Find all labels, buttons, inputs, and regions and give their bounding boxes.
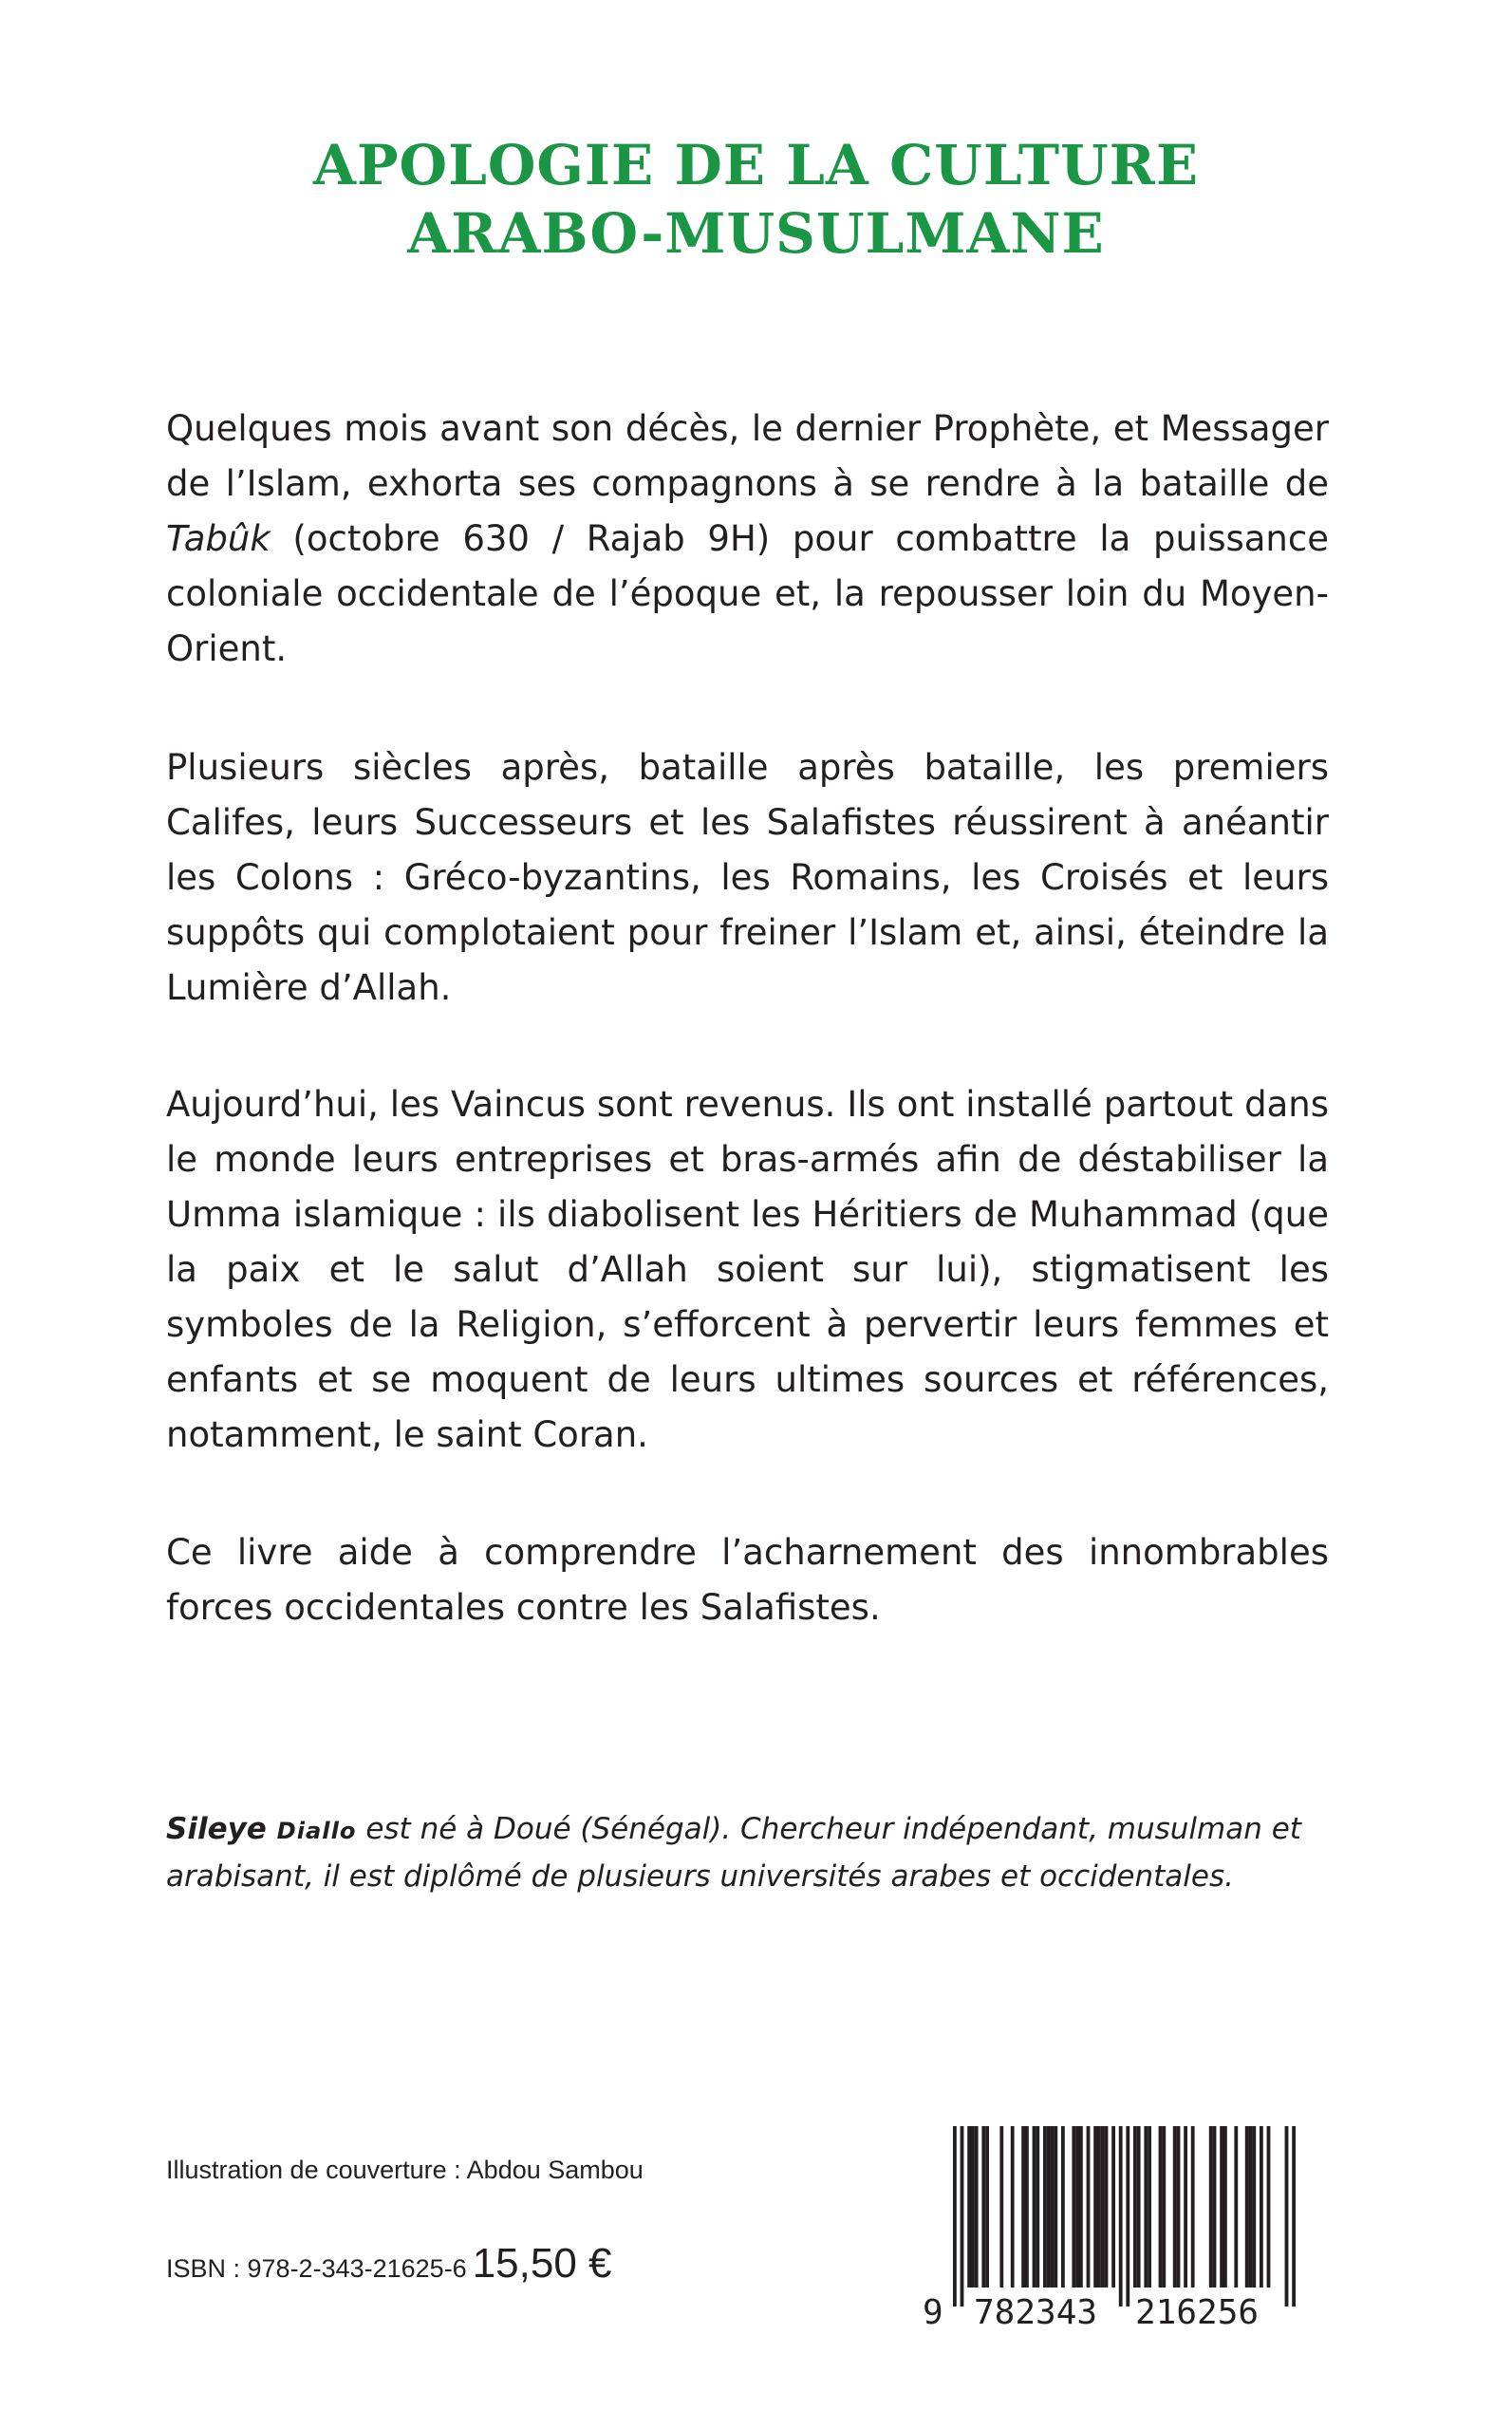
barcode-first-digit: 9 [923, 2293, 943, 2332]
barcode-bar [1097, 2126, 1101, 2288]
title-line-1: APOLOGIE DE LA CULTURE [312, 133, 1200, 197]
barcode-bar [1249, 2126, 1253, 2288]
barcode-bar [1054, 2126, 1057, 2288]
author-bio [166, 1806, 1329, 1899]
barcode-bar [1043, 2126, 1047, 2288]
barcode-bar [1285, 2126, 1289, 2306]
barcode-bar [1209, 2126, 1213, 2288]
barcode-bar [1025, 2126, 1029, 2288]
barcode-bar [1223, 2126, 1227, 2288]
barcode-bar [1101, 2126, 1105, 2288]
barcode-bar [1111, 2126, 1115, 2288]
barcode-bar [981, 2126, 985, 2288]
paragraph-1 [166, 402, 1329, 677]
paragraph-2 [166, 740, 1329, 1016]
barcode-digits-group-1: 782343 [974, 2293, 1098, 2332]
barcode-bar [1011, 2126, 1015, 2288]
barcode-bar [1144, 2126, 1148, 2288]
barcode-bar [1260, 2126, 1263, 2288]
barcode-bar [1173, 2126, 1177, 2288]
barcode-bar [1133, 2126, 1137, 2288]
barcode-bar [1292, 2126, 1296, 2306]
paragraph-2-text: Plusieurs siècles après, bataille après bataille, les premiers Califes, leurs Successeurs et les Salafistes réussirent à anéantir les Colons : Gréco-byzantins, les Romains, les Croisés et leurs suppôts qui complotaient pour freiner l’Islam et, ainsi, éteindre la Lumière d’Allah. [166, 747, 1329, 1008]
barcode-bar [1051, 2126, 1055, 2288]
title-line-2: ARABO-MUSULMANE [407, 201, 1105, 266]
barcode-bar [1126, 2126, 1129, 2306]
barcode-bar [1162, 2126, 1166, 2288]
barcode-bar [953, 2126, 957, 2306]
barcode-bar [985, 2126, 989, 2288]
book-title [0, 131, 1512, 268]
paragraph-3 [166, 1077, 1329, 1463]
barcode-bar [1033, 2126, 1036, 2288]
barcode-bar [1036, 2126, 1039, 2288]
paragraph-1-text-b: (octobre 630 / Rajab 9H) pour combattre la puissance coloniale occidentale de l’époque et, la repousser loin du Moyen-Orient. [166, 518, 1329, 669]
isbn: ISBN : 978-2-343-21625-6 [166, 2254, 467, 2283]
barcode-bar [1087, 2126, 1091, 2288]
barcode-bar [1093, 2126, 1097, 2288]
barcode-bar [1079, 2126, 1083, 2288]
barcode-bar [1119, 2126, 1123, 2306]
barcode-bar [1061, 2126, 1065, 2288]
barcode-bar [1267, 2126, 1271, 2288]
barcode [915, 2124, 1321, 2333]
barcode-bar [1021, 2126, 1025, 2288]
barcode-bar [971, 2126, 975, 2288]
author-first-name: Sileye [166, 1812, 267, 1846]
barcode-bar [1220, 2126, 1223, 2288]
barcode-bar [1213, 2126, 1217, 2288]
barcode-bar [1191, 2126, 1195, 2288]
author-last-name: Diallo [276, 1818, 357, 1844]
barcode-bar [999, 2126, 1003, 2288]
barcode-bar [1047, 2126, 1051, 2288]
barcode-bar [1252, 2126, 1256, 2288]
author-bio-text: est né à Doué (Sénégal). Chercheur indépendant, musulman et arabisant, il est diplômé de plusieurs universités arabes et occidentales. [166, 1812, 1301, 1894]
barcode-bar [975, 2126, 979, 2288]
barcode-graphic [915, 2124, 1321, 2333]
paragraph-4 [166, 1525, 1329, 1635]
barcode-bar [1234, 2126, 1238, 2288]
barcode-bar [1075, 2126, 1079, 2288]
barcode-bar [1148, 2126, 1151, 2288]
paragraph-1-emphasis: Tabûk [166, 518, 271, 559]
barcode-bar [1245, 2126, 1249, 2288]
barcode-digits-group-2: 216256 [1135, 2293, 1260, 2332]
barcode-bar [1177, 2126, 1181, 2288]
paragraph-1-text-a: Quelques mois avant son décès, le dernier Prophète, et Messager de l’Islam, exhorta ses compagnons à se rendre à la bataille de [166, 408, 1329, 504]
cover-illustration-credit: Illustration de couverture : Abdou Sambou [166, 2156, 644, 2184]
barcode-bar [1072, 2126, 1075, 2288]
barcode-bar [1184, 2126, 1187, 2288]
author-name [166, 1812, 356, 1846]
barcode-bar [1159, 2126, 1163, 2288]
barcode-bar [1105, 2126, 1109, 2288]
isbn-price-row [166, 2237, 612, 2295]
price: 15,50 € [472, 2240, 612, 2287]
paragraph-4-text: Ce livre aide à comprendre l’acharnement des innombrables forces occidentales contre les Salafistes. [166, 1532, 1329, 1628]
barcode-bar [967, 2126, 971, 2288]
paragraph-3-text: Aujourd’hui, les Vaincus sont revenus. Ils ont installé partout dans le monde leurs entreprises et bras-armés afin de déstabiliser la Umma islamique : ils diabolisent les Héritiers de Muhammad (que la paix et le salut d’Allah soient sur lui), stigmatisent les symboles de la Religion, s’efforcent à pervertir leurs femmes et enfants et se moquent de leurs ultimes sources et références, notamment, le saint Coran. [166, 1084, 1329, 1455]
barcode-bar [1137, 2126, 1141, 2288]
barcode-bar [961, 2126, 964, 2306]
